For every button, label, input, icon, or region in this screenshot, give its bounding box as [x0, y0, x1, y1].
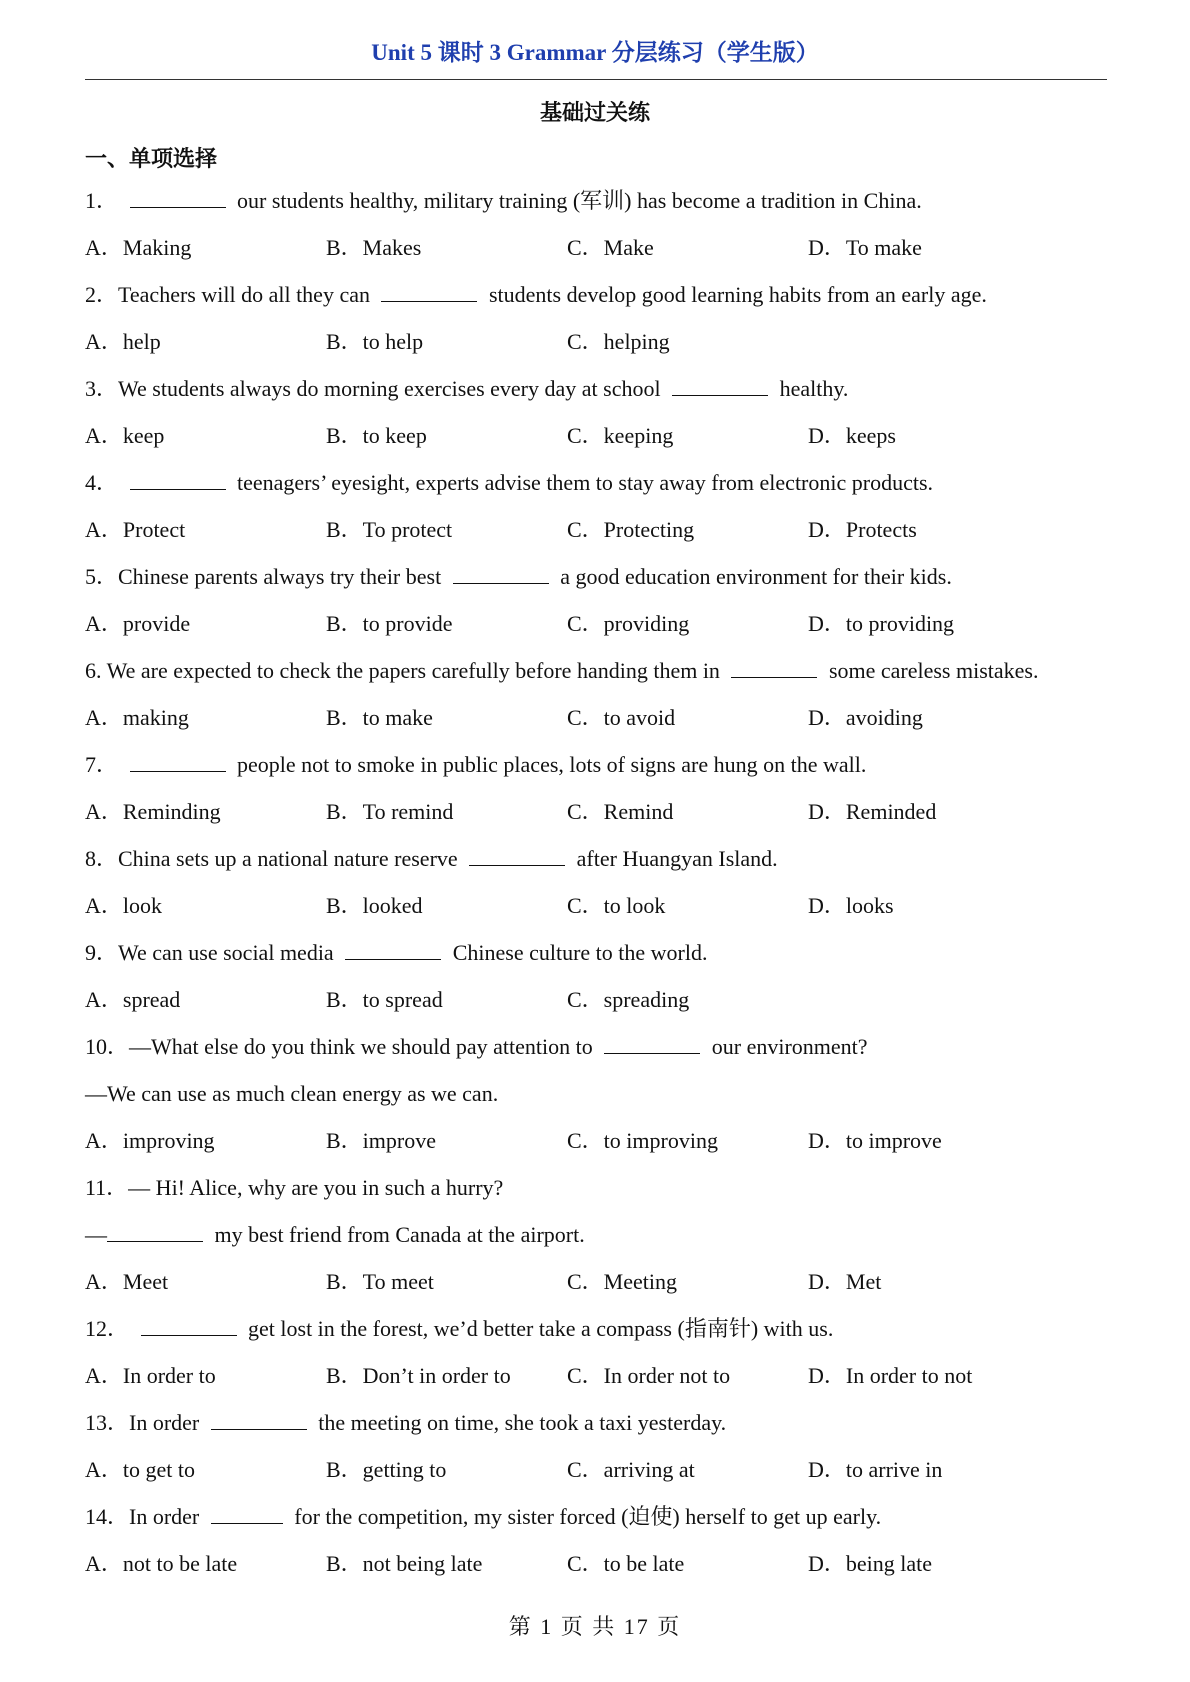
- answer-blank: [141, 1313, 237, 1336]
- option-d: D．to providing: [808, 611, 955, 636]
- question-1-options: [85, 231, 1115, 278]
- option-c: C．to look: [567, 893, 666, 918]
- question-1-stem: 1． our students healthy, military training (军训) has become a tradition in China.: [85, 184, 1115, 231]
- option-b: B．not being late: [326, 1551, 483, 1576]
- option-b: B．to help: [326, 329, 424, 354]
- question-11-stem: 11．— Hi! Alice, why are you in such a hurry?: [85, 1175, 504, 1200]
- option-d: D．In order to not: [808, 1363, 973, 1388]
- option-d: D．being late: [808, 1551, 933, 1576]
- option-c: C．to be late: [567, 1551, 685, 1576]
- answer-blank: [469, 843, 565, 866]
- option-a: A．improving: [85, 1128, 215, 1153]
- answer-blank: [130, 185, 226, 208]
- option-b: B．Don’t in order to: [326, 1363, 511, 1388]
- option-a: A．look: [85, 893, 163, 918]
- option-c: C．keeping: [567, 423, 674, 448]
- option-a: A．not to be late: [85, 1551, 238, 1576]
- question-2-stem: 2．Teachers will do all they can students develop good learning habits from an early age.: [85, 278, 1115, 325]
- question-list: [85, 184, 1115, 1594]
- option-b: B．getting to: [326, 1457, 447, 1482]
- question-7-stem: 7． people not to smoke in public places, lots of signs are hung on the wall.: [85, 748, 1115, 795]
- option-d: D．keeps: [808, 423, 896, 448]
- option-b: B．To meet: [326, 1269, 434, 1294]
- answer-blank: [381, 279, 477, 302]
- option-a: A．Meet: [85, 1269, 169, 1294]
- option-a: A．In order to: [85, 1363, 216, 1388]
- question-12-stem: 12． get lost in the forest, we’d better take a compass (指南针) with us.: [85, 1312, 1115, 1359]
- question-13-stem: 13．In order the meeting on time, she took a taxi yesterday.: [85, 1406, 1115, 1453]
- question-4-options: [85, 513, 1115, 560]
- option-a: A．to get to: [85, 1457, 195, 1482]
- option-d: D．looks: [808, 893, 894, 918]
- option-b: B．looked: [326, 893, 423, 918]
- option-b: B．Makes: [326, 235, 422, 260]
- answer-blank: [107, 1219, 203, 1242]
- option-b: B．to keep: [326, 423, 427, 448]
- question-6-stem: 6. We are expected to check the papers carefully before handing them in some careless mistakes.: [85, 654, 1115, 701]
- part-title: 一、单项选择: [85, 146, 218, 171]
- option-c: C．Meeting: [567, 1269, 677, 1294]
- question-5-options: [85, 607, 1115, 654]
- option-d: D．Reminded: [808, 799, 937, 824]
- option-b: B．to spread: [326, 987, 443, 1012]
- answer-blank: [453, 561, 549, 584]
- answer-blank: [130, 467, 226, 490]
- option-d: D．to arrive in: [808, 1457, 943, 1482]
- option-c: C．helping: [567, 329, 670, 354]
- section-title: 基础过关练: [539, 100, 650, 125]
- answer-blank: [604, 1031, 700, 1054]
- option-b: B．to make: [326, 705, 433, 730]
- option-c: C．arriving at: [567, 1457, 695, 1482]
- option-c: C．Make: [567, 235, 654, 260]
- option-a: A．Protect: [85, 517, 186, 542]
- answer-blank: [130, 749, 226, 772]
- option-c: C．Remind: [567, 799, 674, 824]
- option-d: D．to improve: [808, 1128, 942, 1153]
- question-8-stem: 8．China sets up a national nature reserve after Huangyan Island.: [85, 842, 1115, 889]
- question-5-stem: 5．Chinese parents always try their best a good education environment for their kids.: [85, 560, 1115, 607]
- question-14-stem: 14．In order for the competition, my sister forced (迫使) herself to get up early.: [85, 1500, 1115, 1547]
- option-b: B．To remind: [326, 799, 454, 824]
- answer-blank: [211, 1501, 283, 1524]
- option-b: B．to provide: [326, 611, 453, 636]
- question-2-options: [85, 325, 1115, 372]
- option-d: D．To make: [808, 235, 922, 260]
- question-13-options: [85, 1453, 1115, 1500]
- question-14-options: [85, 1547, 1115, 1594]
- question-9-stem: 9．We can use social media Chinese culture to the world.: [85, 936, 1115, 983]
- option-a: A．making: [85, 705, 189, 730]
- question-11-options: [85, 1265, 1115, 1312]
- question-9-options: [85, 983, 1115, 1030]
- header-divider: [85, 79, 1107, 80]
- option-a: A．keep: [85, 423, 165, 448]
- question-7-options: [85, 795, 1115, 842]
- option-a: A．Making: [85, 235, 192, 260]
- option-d: D．Protects: [808, 517, 917, 542]
- option-c: C．to avoid: [567, 705, 676, 730]
- option-a: A．help: [85, 329, 161, 354]
- question-3-stem: 3．We students always do morning exercises every day at school healthy.: [85, 372, 1115, 419]
- option-c: C．to improving: [567, 1128, 718, 1153]
- option-c: C．providing: [567, 611, 690, 636]
- option-c: C．In order not to: [567, 1363, 731, 1388]
- option-c: C．Protecting: [567, 517, 695, 542]
- answer-blank: [345, 937, 441, 960]
- option-a: A．spread: [85, 987, 181, 1012]
- option-a: A．Reminding: [85, 799, 221, 824]
- option-d: D．avoiding: [808, 705, 923, 730]
- question-11-reply: — my best friend from Canada at the airport.: [85, 1218, 1115, 1265]
- answer-blank: [731, 655, 817, 678]
- option-d: D．Met: [808, 1269, 882, 1294]
- question-4-stem: 4． teenagers’ eyesight, experts advise them to stay away from electronic products.: [85, 466, 1115, 513]
- answer-blank: [211, 1407, 307, 1430]
- option-c: C．spreading: [567, 987, 690, 1012]
- question-3-options: [85, 419, 1115, 466]
- question-8-options: [85, 889, 1115, 936]
- question-6-options: [85, 701, 1115, 748]
- answer-blank: [672, 373, 768, 396]
- page-number: 第 1 页 共 17 页: [508, 1614, 682, 1639]
- question-10-options: [85, 1124, 1115, 1171]
- option-b: B．improve: [326, 1128, 436, 1153]
- document-title: Unit 5 课时 3 Grammar 分层练习（学生版）: [371, 40, 819, 65]
- question-12-options: [85, 1359, 1115, 1406]
- option-a: A．provide: [85, 611, 191, 636]
- question-10-stem: 10．—What else do you think we should pay attention to our environment?: [85, 1030, 1115, 1077]
- question-10-reply: —We can use as much clean energy as we can.: [85, 1081, 499, 1106]
- option-b: B．To protect: [326, 517, 453, 542]
